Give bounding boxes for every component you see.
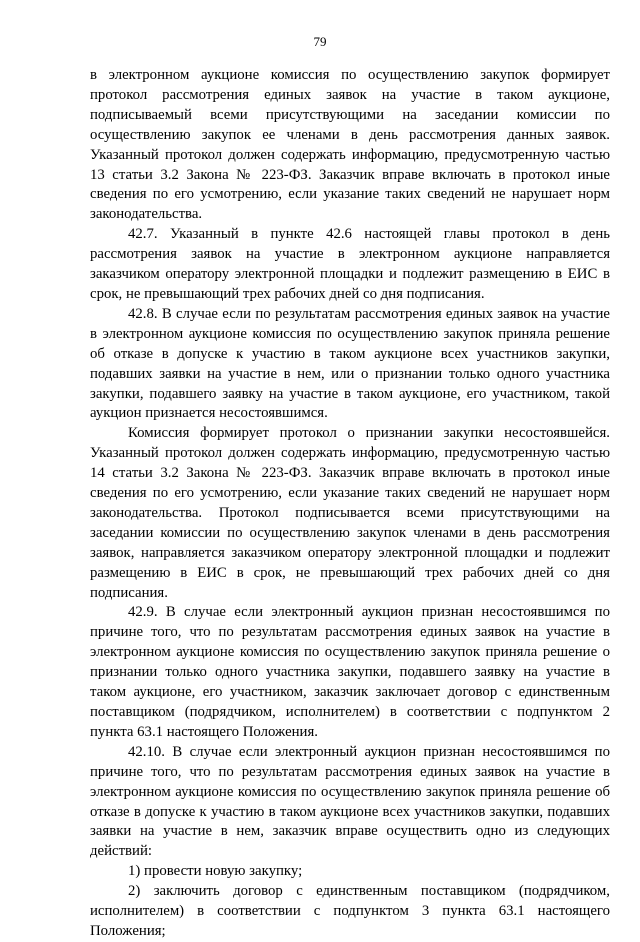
paragraph-42-7: 42.7. Указанный в пункте 42.6 настоящей главы протокол в день рассмотрения заявок на участие в электронном аукционе направляется заказчиком оператору электронной площадки и подлежит размещению в ЕИС в срок, не превышающий трех рабочих дней со дня подписания. — [90, 226, 610, 302]
document-body — [90, 66, 610, 942]
list-item-2: 2) заключить договор с единственным поставщиком (подрядчиком, исполнителем) в соответствии с подпунктом 3 пункта 63.1 настоящего Положения; — [90, 883, 610, 939]
paragraph-42-8: 42.8. В случае если по результатам рассмотрения единых заявок на участие в электронном аукционе комиссия по осуществлению закупок приняла решение об отказе в допуске к участию в таком аукционе всех участников закупки, подавших заявки на участие в нем, или о признании только одного участника закупки, подавшего заявку на участие в таком аукционе, его участником, такой аукцион признается несостоявшимся. — [90, 305, 610, 422]
paragraph-42-10: 42.10. В случае если электронный аукцион признан несостоявшимся по причине того, что по результатам рассмотрения единых заявок на участие в электронном аукционе комиссия по осуществлению закупок приняла решение об отказе в допуске к участию в таком аукционе всех участников закупки, подавших заявки на участие в нем, заказчик вправе осуществить одно из следующих действий: — [90, 743, 610, 860]
paragraph-continuation: в электронном аукционе комиссия по осуществлению закупок формирует протокол рассмотрения единых заявок на участие в таком аукционе, подписываемый всеми присутствующими на заседании комиссии по осуществлению закупок ее членами в день рассмотрения данных заявок. Указанный протокол должен содержать информацию, предусмотренную частью 13 статьи 3.2 Закона № 223-ФЗ. Заказчик вправе включать в протокол иные сведения по его усмотрению, если указание таких сведений не нарушает норм законодательства. — [90, 67, 610, 223]
paragraph-commission-protocol: Комиссия формирует протокол о признании закупки несостоявшейся. Указанный протокол должен содержать информацию, предусмотренную частью 14 статьи 3.2 Закона № 223-ФЗ. Заказчик вправе включать в протокол иные сведения по его усмотрению, если указание таких сведений не нарушает норм законодательства. Протокол подписывается всеми присутствующими на заседании комиссии по осуществлению закупок членами в день рассмотрения заявок, направляется заказчиком оператору электронной площадки и подлежит размещению в ЕИС в срок, не превышающий трех рабочих дней со дня подписания. — [90, 425, 610, 601]
list-item-1: 1) провести новую закупку; — [128, 863, 303, 880]
paragraph-42-9: 42.9. В случае если электронный аукцион признан несостоявшимся по причине того, что по результатам рассмотрения единых заявок на участие в электронном аукционе комиссия по осуществлению закупок приняла решение о признании только одного участника закупки, подавшего заявку на участие в таком аукционе, его участником, заказчик заключает договор с единственным поставщиком (подрядчиком, исполнителем) в соответствии с подпунктом 2 пункта 63.1 настоящего Положения. — [90, 604, 610, 740]
page-number: 79 — [313, 34, 327, 49]
